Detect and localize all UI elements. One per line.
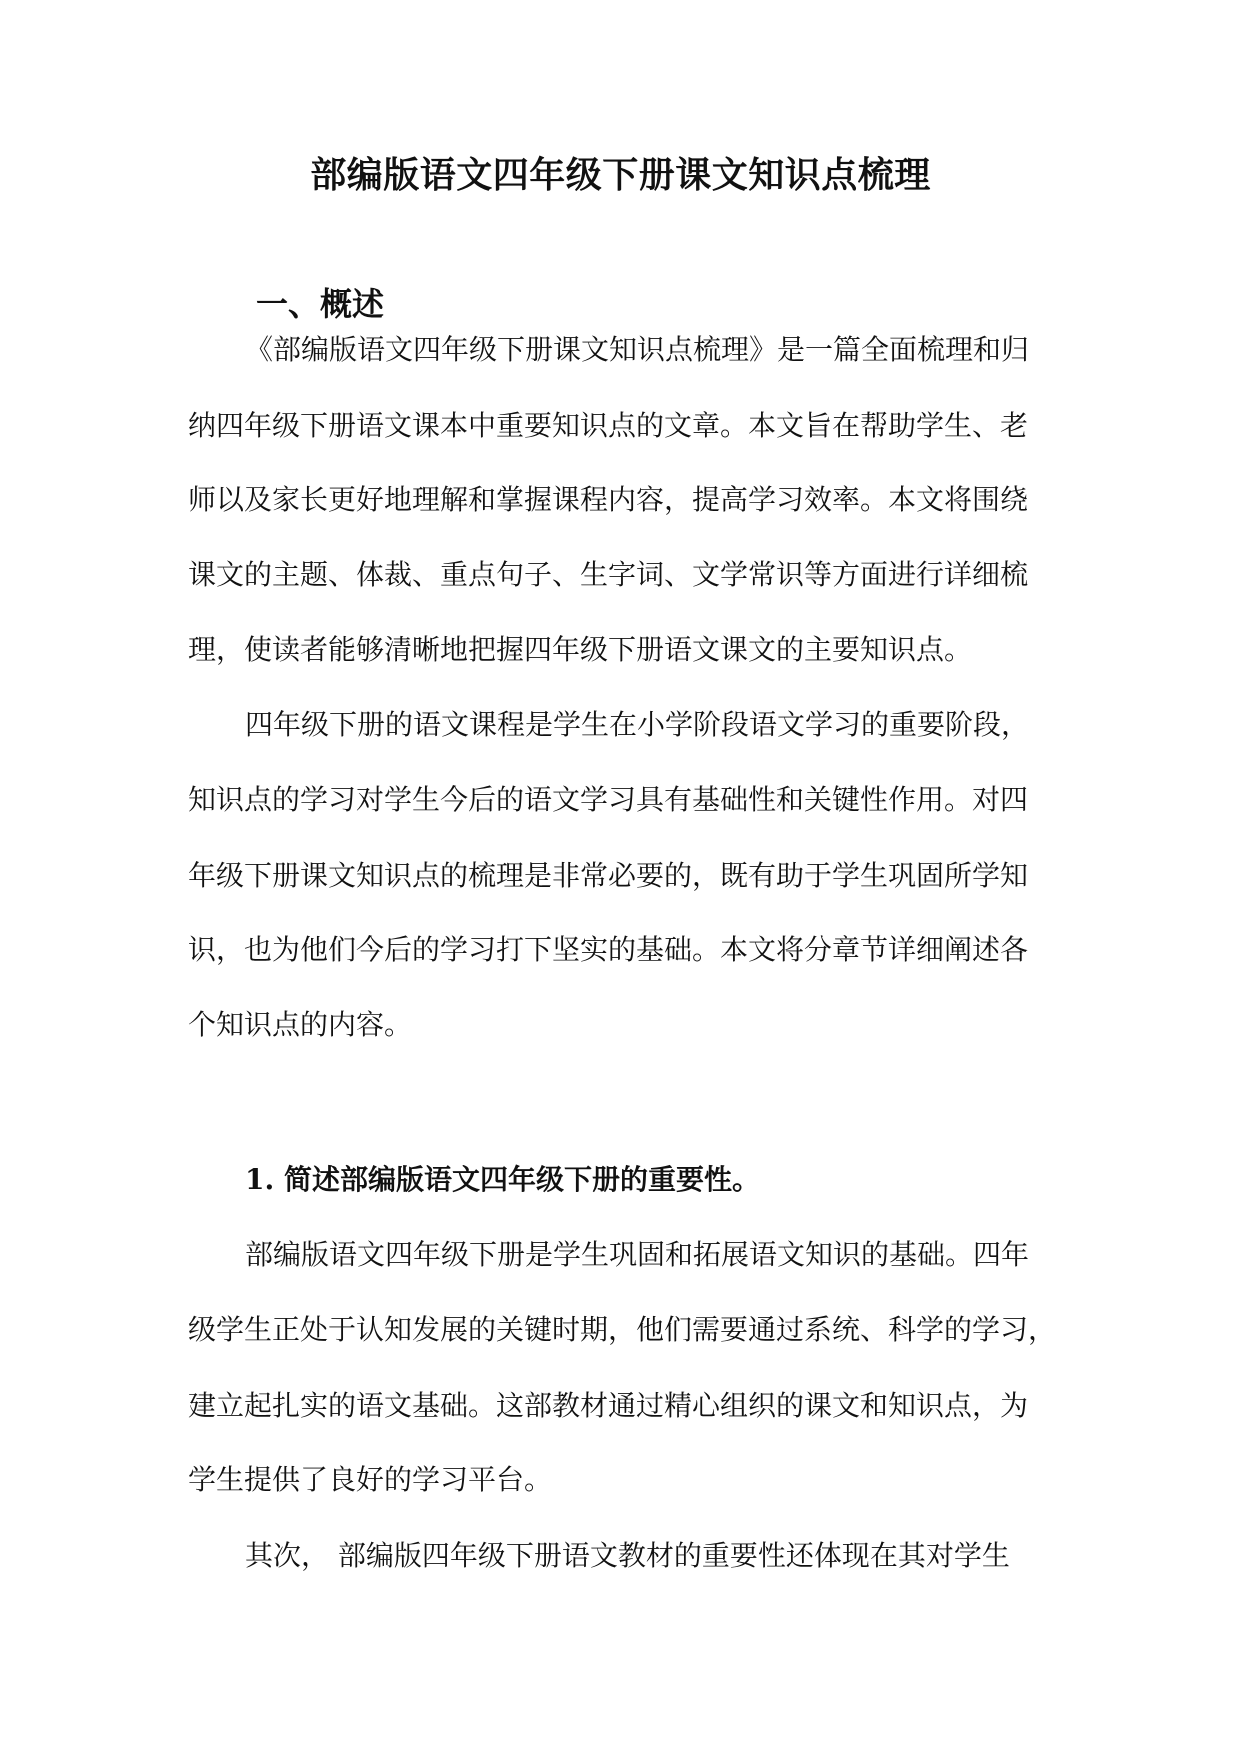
paragraph-3-line-3: 建立起扎实的语文基础。这部教材通过精心组织的课文和知识点，为: [188, 1389, 1029, 1422]
paragraph-4-line-1: 其次， 部编版四年级下册语文教材的重要性还体现在其对学生: [245, 1539, 1010, 1572]
paragraph-1-line-5: 理，使读者能够清晰地把握四年级下册语文课文的主要知识点。: [188, 633, 973, 666]
paragraph-2-line-1: 四年级下册的语文课程是学生在小学阶段语文学习的重要阶段，: [245, 708, 1030, 741]
paragraph-3-line-1: 部编版语文四年级下册是学生巩固和拓展语文知识的基础。四年: [245, 1238, 1030, 1271]
paragraph-2-line-5: 个知识点的内容。: [188, 1008, 413, 1041]
paragraph-1-line-4: 课文的主题、体裁、重点句子、生字词、文学常识等方面进行详细梳: [188, 558, 1029, 591]
paragraph-1-line-3: 师以及家长更好地理解和掌握课程内容，提高学习效率。本文将围绕: [188, 483, 1029, 516]
paragraph-2-line-4: 识，也为他们今后的学习打下坚实的基础。本文将分章节详细阐述各: [188, 933, 1029, 966]
paragraph-3-line-2: 级学生正处于认知发展的关键时期，他们需要通过系统、科学的学习，: [188, 1313, 1057, 1346]
paragraph-1-line-1: 《部编版语文四年级下册课文知识点梳理》是一篇全面梳理和归: [245, 333, 1030, 366]
section-heading-overview: 一、概述: [256, 285, 385, 323]
paragraph-3-line-4: 学生提供了良好的学习平台。: [188, 1463, 553, 1496]
subsection-heading-importance: 1. 简述部编版语文四年级下册的重要性。: [245, 1163, 760, 1196]
paragraph-2-line-2: 知识点的学习对学生今后的语文学习具有基础性和关键性作用。对四: [188, 783, 1029, 816]
paragraph-1-line-2: 纳四年级下册语文课本中重要知识点的文章。本文旨在帮助学生、老: [188, 409, 1029, 442]
paragraph-2-line-3: 年级下册课文知识点的梳理是非常必要的，既有助于学生巩固所学知: [188, 859, 1029, 892]
document-title: 部编版语文四年级下册课文知识点梳理: [310, 154, 931, 196]
